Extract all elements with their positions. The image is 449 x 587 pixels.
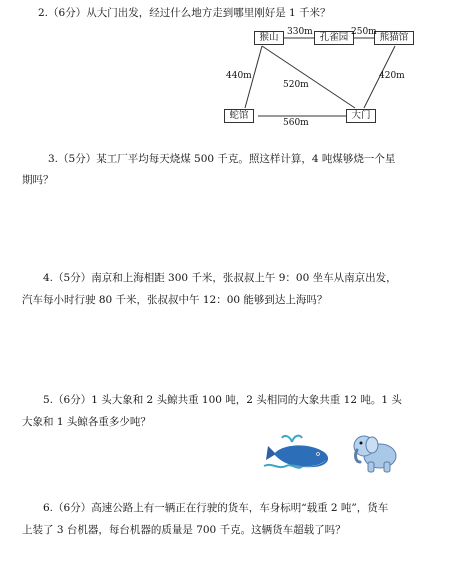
question-4-line-1: 4.（5分）南京和上海相距 300 千米，张叔叔上午 9：00 坐车从南京出发， [43,272,397,284]
place-houshan: 猴山 [254,31,284,45]
question-5-line-2: 大象和 1 头鲸各重多少吨？ [22,416,151,428]
distance-houshan-sheguan: 440m [226,71,252,81]
question-5-line-1: 5.（6分）1 头大象和 2 头鲸共重 100 吨，2 头相同的大象共重 12 吨。1 头 [43,394,402,406]
question-4-line-2: 汽车每小时行驶 80 千米，张叔叔中午 12：00 能够到达上海吗？ [22,294,328,306]
distance-houshan-damen: 520m [283,80,309,90]
elephant-illustration [350,430,402,474]
question-3-line-1: 3.（5分）某工厂平均每天烧煤 500 千克。照这样计算，4 吨煤够烧一个星 [48,153,396,165]
distance-sheguan-damen: 560m [283,118,309,128]
whale-illustration [262,432,336,472]
place-xiongmao: 熊猫馆 [374,31,414,45]
distance-houshan-kongque: 330m [287,27,313,37]
question-2-text: 2.（6分）从大门出发，经过什么地方走到哪里刚好是 1 千米？ [38,7,331,19]
distance-xiongmao-damen: 420m [379,71,405,81]
question-6-line-2: 上装了 3 台机器，每台机器的质量是 700 千克。这辆货车超载了吗？ [22,524,346,536]
distance-kongque-xiongmao: 250m [351,27,377,37]
place-damen: 大门 [346,109,376,123]
place-kongque: 孔雀园 [314,31,354,45]
question-6-line-1: 6.（6分）高速公路上有一辆正在行驶的货车，车身标明“载重 2 吨”，货车 [43,502,389,514]
place-sheguan: 蛇馆 [224,109,254,123]
question-3-line-2: 期吗？ [22,174,54,186]
